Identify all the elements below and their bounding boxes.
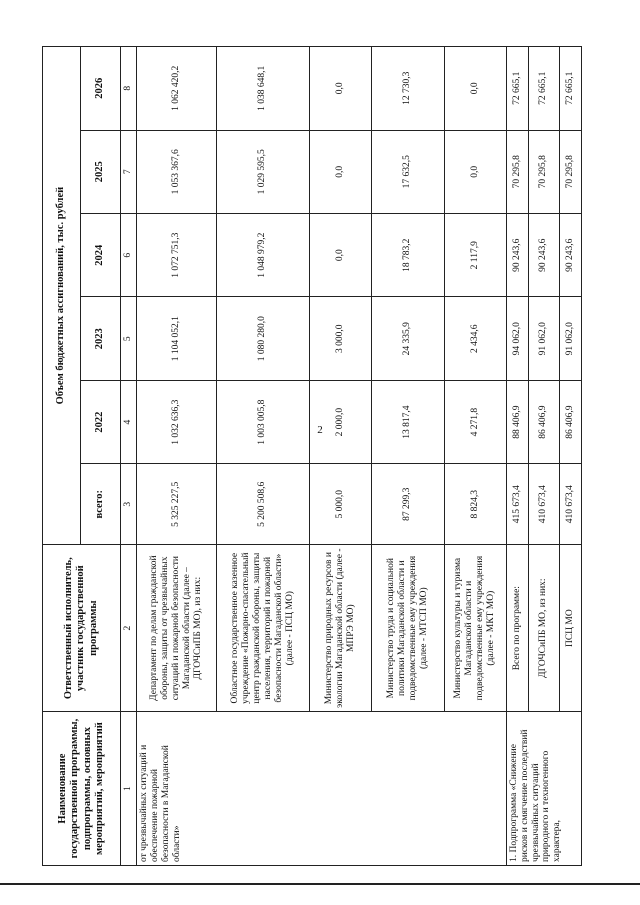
executor-cell: Министерство труда и социальной политики Магаданской области и подведомственные ему учреждения (далее - МТСП МО) bbox=[371, 545, 444, 712]
value-cell: 410 673,4 bbox=[528, 464, 559, 545]
value-cell: 72 665,1 bbox=[528, 47, 559, 131]
value-cell: 86 406,9 bbox=[559, 380, 581, 463]
value-cell: 4 271,8 bbox=[444, 380, 506, 463]
value-cell: 1 048 979,2 bbox=[216, 214, 309, 297]
column-number: 2 bbox=[121, 545, 137, 712]
value-cell: 86 406,9 bbox=[528, 380, 559, 463]
value-cell: 3 000,0 bbox=[309, 297, 371, 380]
page-bottom-rule bbox=[0, 883, 640, 885]
table-row bbox=[506, 47, 528, 866]
page-number: 2 bbox=[317, 424, 323, 436]
value-cell: 1 062 420,2 bbox=[137, 47, 217, 131]
column-number: 7 bbox=[121, 130, 137, 213]
value-cell: 5 000,0 bbox=[309, 464, 371, 545]
value-cell: 0,0 bbox=[309, 47, 371, 131]
value-cell: 1 053 367,6 bbox=[137, 130, 217, 213]
value-cell: 415 673,4 bbox=[506, 464, 528, 545]
header-executor: Ответственный исполнитель, участник государственной программы bbox=[43, 545, 121, 712]
value-cell: 70 295,8 bbox=[559, 130, 581, 213]
program-name-cell: от чрезвычайных ситуаций и обеспечение пожарной безопасности в Магаданской области» bbox=[137, 712, 507, 866]
executor-cell: Департамент по делам гражданской обороны, защиты от чрезвычайных ситуаций и пожарной безопасности Магаданской области (далее – ДГОЧСиПБ МО), из них: bbox=[137, 545, 217, 712]
value-cell: 72 665,1 bbox=[559, 47, 581, 131]
value-cell: 90 243,6 bbox=[559, 214, 581, 297]
column-number: 3 bbox=[121, 464, 137, 545]
value-cell: 91 062,0 bbox=[528, 297, 559, 380]
value-cell: 90 243,6 bbox=[506, 214, 528, 297]
value-cell: 70 295,8 bbox=[528, 130, 559, 213]
column-number: 5 bbox=[121, 297, 137, 380]
value-cell: 2 000,0 bbox=[309, 380, 371, 463]
executor-cell: ДГОЧСиПБ МО, из них: bbox=[528, 545, 559, 712]
table-container bbox=[42, 46, 582, 866]
header-year: 2025 bbox=[81, 130, 121, 213]
budget-table bbox=[42, 46, 582, 866]
header-name: Наименование государственной программы, подпрограммы, основных мероприятий, мероприятий bbox=[43, 712, 121, 866]
value-cell: 1 029 595,5 bbox=[216, 130, 309, 213]
value-cell: 24 335,9 bbox=[371, 297, 444, 380]
executor-cell: Всего по программе: bbox=[506, 545, 528, 712]
value-cell: 1 080 280,0 bbox=[216, 297, 309, 380]
header-budget-group: Объем бюджетных ассигнований, тыс. рублей bbox=[43, 47, 81, 545]
value-cell: 18 783,2 bbox=[371, 214, 444, 297]
executor-cell: Министерство культуры и туризма Магаданской области и подведомственные ему учреждения (далее - МКТ МО) bbox=[444, 545, 506, 712]
executor-cell: Областное государственное казенное учреждение «Пожарно-спасательный центр гражданской обороны, защиты населения, территорий и пожарной безопасности Магаданской области» (далее - ПСЦ МО) bbox=[216, 545, 309, 712]
value-cell: 0,0 bbox=[444, 47, 506, 131]
value-cell: 0,0 bbox=[309, 214, 371, 297]
header-year: 2026 bbox=[81, 47, 121, 131]
value-cell: 410 673,4 bbox=[559, 464, 581, 545]
value-cell: 94 062,0 bbox=[506, 297, 528, 380]
value-cell: 0,0 bbox=[444, 130, 506, 213]
value-cell: 1 104 052,1 bbox=[137, 297, 217, 380]
header-year: 2024 bbox=[81, 214, 121, 297]
value-cell: 5 200 508,6 bbox=[216, 464, 309, 545]
value-cell: 91 062,0 bbox=[559, 297, 581, 380]
subprogram-name-cell: 1. Подпрограмма «Снижение рисков и смягчение последствий чрезвычайных ситуаций природного и техногенного характера, bbox=[506, 712, 581, 866]
value-cell: 2 434,6 bbox=[444, 297, 506, 380]
value-cell: 12 730,3 bbox=[371, 47, 444, 131]
value-cell: 87 299,3 bbox=[371, 464, 444, 545]
value-cell: 13 817,4 bbox=[371, 380, 444, 463]
value-cell: 1 072 751,3 bbox=[137, 214, 217, 297]
header-year: 2023 bbox=[81, 297, 121, 380]
column-number: 4 bbox=[121, 380, 137, 463]
header-total: всего: bbox=[81, 464, 121, 545]
column-number: 8 bbox=[121, 47, 137, 131]
value-cell: 8 824,3 bbox=[444, 464, 506, 545]
value-cell: 0,0 bbox=[309, 130, 371, 213]
executor-cell: Министерство природных ресурсов и экологии Магаданской области (далее - МПРЭ МО) bbox=[309, 545, 371, 712]
value-cell: 5 325 227,5 bbox=[137, 464, 217, 545]
value-cell: 72 665,1 bbox=[506, 47, 528, 131]
value-cell: 88 406,9 bbox=[506, 380, 528, 463]
value-cell: 70 295,8 bbox=[506, 130, 528, 213]
value-cell: 2 117,9 bbox=[444, 214, 506, 297]
value-cell: 90 243,6 bbox=[528, 214, 559, 297]
value-cell: 1 032 636,3 bbox=[137, 380, 217, 463]
value-cell: 1 003 005,8 bbox=[216, 380, 309, 463]
table-row bbox=[137, 47, 217, 866]
value-cell: 1 038 648,1 bbox=[216, 47, 309, 131]
value-cell: 17 632,5 bbox=[371, 130, 444, 213]
column-number: 6 bbox=[121, 214, 137, 297]
column-number: 1 bbox=[121, 712, 137, 866]
header-year: 2022 bbox=[81, 380, 121, 463]
executor-cell: ПСЦ МО bbox=[559, 545, 581, 712]
